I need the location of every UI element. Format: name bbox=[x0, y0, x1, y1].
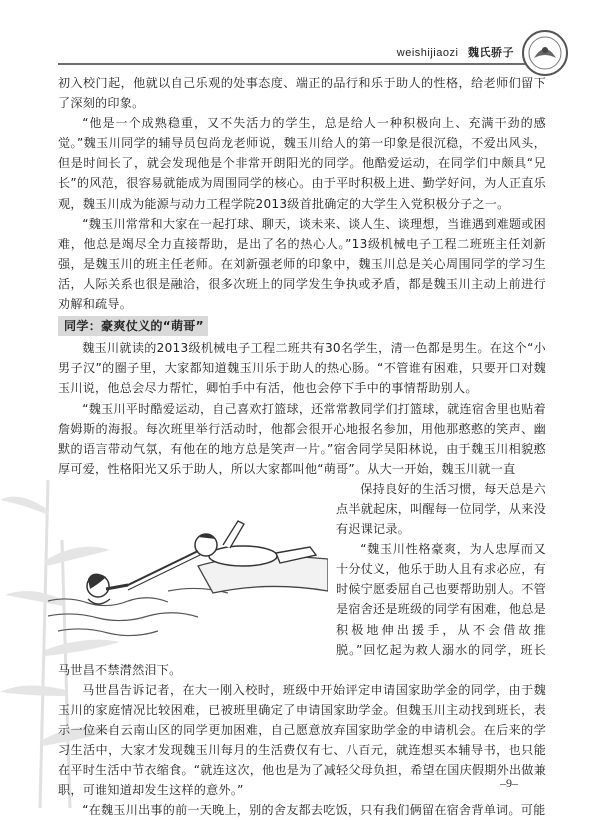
paragraph: “他是一个成熟稳重，又不失活力的学生，总是给人一种积极向上、充满干劲的感觉。”魏玉川同学的辅导员包尚龙老师说，魏玉川给人的第一印象是很沉稳，不爱出风头，但是时间长了，就会发现他是个非常开朗阳光的同学。他酷爱运动，在同学们中颇具“兄长”的风范，很容易就能成为周围同学的核心。由于平时积极上进、勤学好问，为人正直乐观，魏玉川成为能源与动力工程学院2013级首批确定的大学生入党积极分子之一。 bbox=[58, 116, 546, 211]
paragraph: “魏玉川常常和大家在一起打球、聊天，谈未来、谈人生、谈理想，当谁遇到难题或困难，他总是竭尽全力直接帮助，是出了名的热心人。”13级机械电子工程二班班主任刘新强，是魏玉川的班主任老师。在刘新强老师的印象中，魏玉川总是关心周围同学的学习生活，人际关系也很是融洽，很多次班上的同学发生争执或矛盾，都是魏玉川主动上前进行劝解和疏导。 bbox=[58, 216, 546, 312]
header-title: 魏氏骄子 bbox=[468, 47, 514, 59]
article-body bbox=[58, 73, 546, 820]
rescue-illustration bbox=[48, 481, 328, 646]
running-header bbox=[397, 44, 514, 60]
header-rule bbox=[58, 63, 546, 65]
paragraph: 保持良好的生活习惯，每天总是六点半就起床，叫醒每一位同学，从来没有迟课记录。 bbox=[336, 481, 546, 537]
paragraph: 马世昌告诉记者，在大一刚入校时，班级中开始评定申请国家助学金的同学，由于魏玉川的家庭情况比较困难，已被班里确定了申请国家助学金。但魏玉川主动找到班长，表示一位来自云南山区的同学更加困难，自己愿意放弃国家助学金的申请机会。在后来的学习生活中，大家才发现魏玉川每月的生活费仅有七、八百元，就连想买本辅导书，也只能在平时生活中节衣缩食。“就连这次，他也是为了减轻父母负担，希望在国庆假期外出做兼职，可谁知道却发生这样的意外。” bbox=[58, 682, 546, 798]
paragraph: 初入校门起，他就以自己乐观的处事态度、端正的品行和乐于助人的性格，给老师们留下了深刻的印象。 bbox=[58, 76, 546, 111]
school-emblem-icon bbox=[520, 28, 570, 78]
header-pinyin: weishijiaozi bbox=[396, 47, 459, 59]
paragraph: 魏玉川就读的2013级机械电子工程二班共有30名学生，清一色都是男生。在这个“小男子汉”的圈子里，大家都知道魏玉川乐于助人的热心肠。“不管谁有困难，只要开口对魏玉川说，他总会尽力帮忙，卿怕手中有活，他也会停下手中的事情帮助别人。 bbox=[58, 341, 546, 396]
paragraph: “魏玉川平时酷爱运动，自己喜欢打篮球，还常常教同学们打篮球，就连宿舍里也贴着詹姆斯的海报。每次班里举行活动时，他都会很开心地报名参加，用他那憨憨的笑声、幽默的语言带动气氛，有他在的地方总是笑声一片。”宿舍同学吴阳林说，由于魏玉川相貌憨厚可爱，性格阳光又乐于助人，所以大家都叫他“萌哥”。从大一开始，魏玉川就一直 bbox=[58, 401, 546, 476]
page-number: –9– bbox=[500, 776, 518, 790]
paragraph: “魏玉川性格豪爽，为人忠厚而又十分仗义，他乐于助人且有求必应，有时候宁愿委屈自己也要帮助别人。不管是宿舍还是班级的同学有困难，他总是积极地伸出援手，从不会借故推脱。”回忆起为救人溺水的同学，班长马世昌不禁潸然泪下。 bbox=[58, 542, 546, 677]
paragraph: “在魏玉川出事的前一天晚上，别的舍友都去吃饭，只有我们俩留在宿舍背单词。可能 bbox=[82, 803, 546, 818]
section-heading-text: 同学：豪爽仗义的“萌哥” bbox=[58, 316, 208, 336]
section-heading bbox=[58, 316, 546, 336]
